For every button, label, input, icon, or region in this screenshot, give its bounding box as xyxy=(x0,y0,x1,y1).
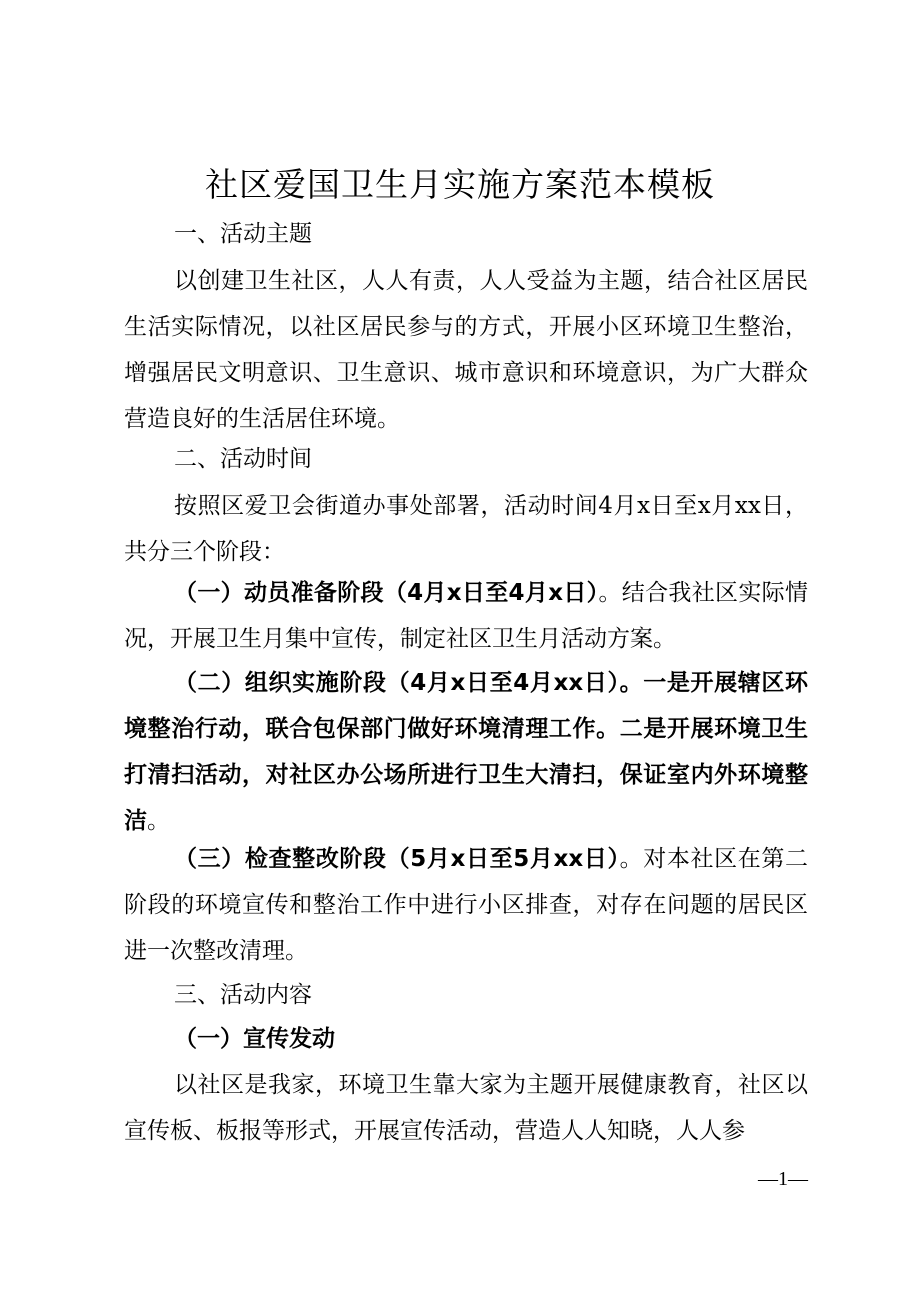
page-number: —1— xyxy=(758,1168,808,1190)
section-heading-theme: 一、活动主题 xyxy=(174,221,312,247)
stage-2-title: （二）组织实施阶段（4月x日至4月xx日）。一是开展辖区环境整治行动，联合包保部门做好环境清理工作。二是开展环境卫生打清扫活动，对社区办公场所进行卫生大清扫，保证室内外环境整洁 xyxy=(124,670,808,834)
stage-2-paragraph xyxy=(124,660,808,844)
stage-1-title: （一）动员准备阶段（4月x日至4月x日） xyxy=(174,580,599,606)
stage-3-title: （三）检查整改阶段（5月x日至5月xx日） xyxy=(174,846,620,872)
theme-paragraph: 以创建卫生社区，人人有责，人人受益为主题，结合社区居民生活实际情况，以社区居民参与的方式，开展小区环境卫生整治，增强居民文明意识、卫生意识、城市意识和环境意识，为广大群众营造良好的生活居住环境。 xyxy=(124,268,808,432)
stage-3-paragraph xyxy=(124,836,808,974)
stage-3-text: 。对本社区在第二阶段的环境宣传和整治工作中进行小区排查，对存在问题的居民区进一次整改清理。 xyxy=(124,846,809,964)
stage-2-text: 。 xyxy=(147,808,170,834)
publicity-paragraph: 以社区是我家，环境卫生靠大家为主题开展健康教育，社区以宣传板、板报等形式，开展宣传活动，营造人人知晓，人人参 xyxy=(124,1072,808,1144)
stage-1-paragraph xyxy=(124,570,808,662)
stage-1-text: 。结合我社区实际情况，开展卫生月集中宣传，制定社区卫生月活动方案。 xyxy=(124,580,809,652)
section-heading-content: 三、活动内容 xyxy=(174,982,312,1008)
section-heading-time: 二、活动时间 xyxy=(174,446,312,472)
subsection-heading-publicity: （一）宣传发动 xyxy=(174,1026,335,1052)
time-paragraph: 按照区爱卫会街道办事处部署，活动时间4月x日至x月xx日，共分三个阶段： xyxy=(124,493,808,565)
document-title: 社区爱国卫生月实施方案范本模板 xyxy=(205,165,715,204)
